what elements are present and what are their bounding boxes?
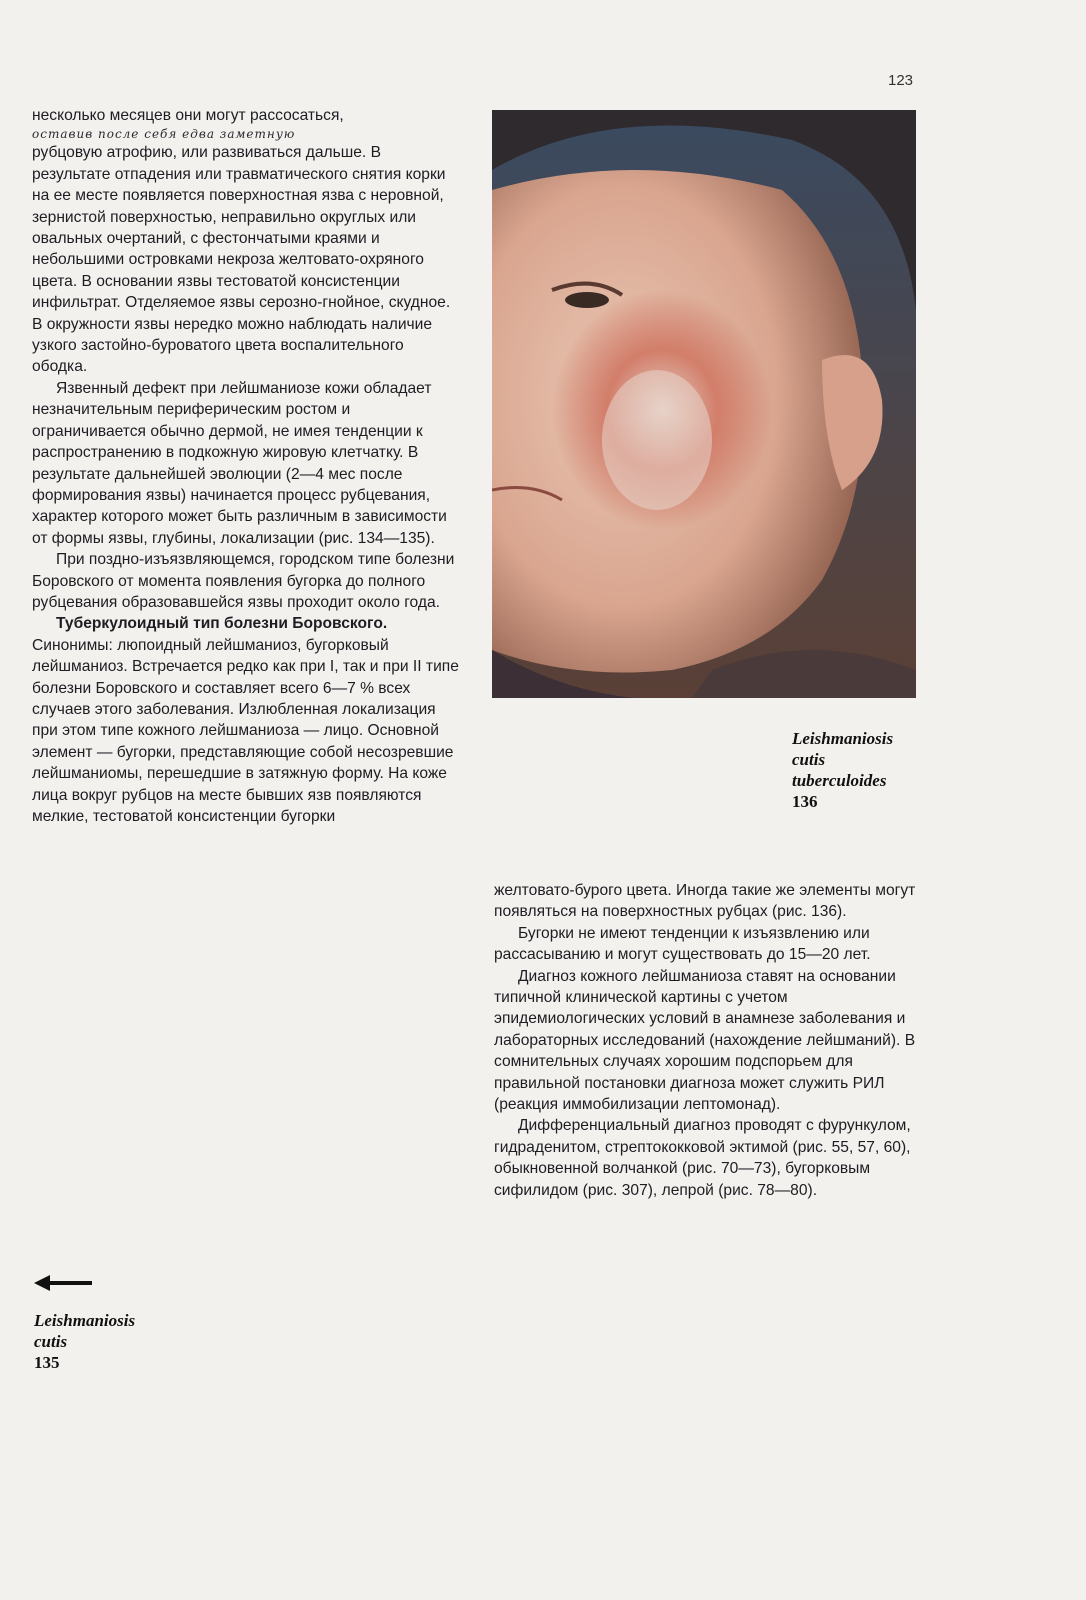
clinical-photo [492,110,916,698]
paragraph-line: несколько месяцев они могут рассосаться, [32,107,344,124]
left-text-column [32,105,460,827]
paragraph: Дифференциальный диагноз проводят с фурункулом, гидраденитом, стрептококковой эктимой (рис. 55, 57, 60), обыкновенной волчанкой (рис. 70—73), бугорковым сифилидом (рис. 307), лепрой (рис. 78—80). [494,1117,911,1199]
caption-line: tuberculoides [792,771,887,790]
figure-number: 135 [34,1353,60,1372]
figure-136-caption [792,728,893,812]
handwritten-note: оставив после себя едва заметную [32,127,296,142]
figure-135-caption [34,1310,135,1373]
paragraph: рубцовую атрофию, или развиваться дальше. В результате отпадения или травматического снятия корки на ее месте появляется поверхностная язва с неровной, зернистой поверхностью, неправильно округлых или овальных очертаний, с фестончатыми краями и небольшими островками некроза желтовато-охряного цвета. В основании язвы тестоватой консистенции инфильтрат. Отделяемое язвы серозно-гнойное, скудное. В окружности язвы нередко можно наблюдать наличие узкого застойно-буроватого цвета воспалительного ободка. [32,144,451,376]
left-arrow-icon [34,1274,92,1292]
section-heading: Туберкулоидный тип болезни Боровского. [56,615,388,633]
paragraph-text: Синонимы: люпоидный лейшманиоз, бугорковый лейшманиоз. Встречается редко как при I, так и при II типе болезни Боровского и составляет всего 6—7 % всех случаев этого заболевания. Излюбленная локализация при этом типе кожного лейшманиоза — лицо. Основной элемент — бугорки, представляющие собой несозревшие лейшманиомы, перешедшие в затяжную форму. На коже лица вокруг рубцов на месте бывших язв появляются мелкие, тестоватой консистенции бугорки [32,636,459,825]
paragraph [32,613,460,827]
caption-line: cutis [34,1332,68,1351]
paragraph: желтовато-бурого цвета. Иногда такие же элементы могут появляться на поверхностных рубцах (рис. 136). [494,882,916,921]
caption-line: cutis [792,750,826,769]
paragraph: При поздно-изъязвляющемся, городском типе болезни Боровского от момента появления бугорка до полного рубцевания образовавшейся язвы проходит около года. [32,551,455,611]
right-text-column [494,880,924,1201]
caption-line: Leishmaniosis [792,729,894,748]
caption-line: Leishmaniosis [34,1311,136,1330]
figure-number: 136 [792,792,818,811]
face-photo-illustration [492,110,916,698]
paragraph: Язвенный дефект при лейшманиозе кожи обладает незначительным периферическим ростом и ограничивается обычно дермой, не имея тенденции к распространению в подкожную жировую клетчатку. В результате дальнейшей эволюции (2—4 мес после формирования язвы) начинается процесс рубцевания, характер которого может быть различным в зависимости от формы язвы, глубины, локализации (рис. 134—135). [32,379,447,547]
page-number: 123 [888,72,914,89]
paragraph: Диагноз кожного лейшманиоза ставят на основании типичной клинической картины с учетом эпидемиологических условий в анамнезе заболевания и лабораторных исследований (нахождение лейшманий). В сомнительных случаях хорошим подспорьем для правильной постановки диагноза может служить РИЛ (реакция иммобилизации лептомонад). [494,967,916,1114]
paragraph: Бугорки не имеют тенденции к изъязвлению или рассасыванию и могут существовать до 15—20 лет. [494,924,871,964]
